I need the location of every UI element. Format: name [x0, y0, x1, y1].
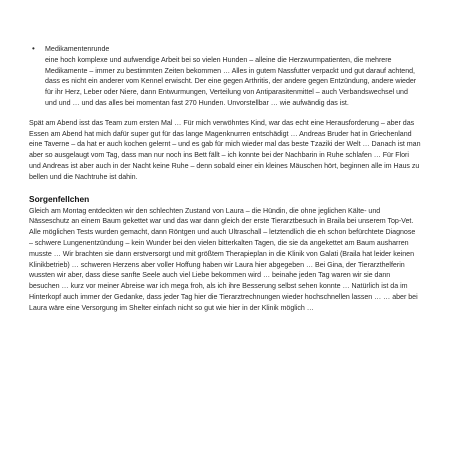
paragraph-evening: Spät am Abend isst das Team zum ersten Mal … Für mich verwöhntes Kind, war das echt eine Herausforderung – aber das Essen am Abend hat mich dafür super gut für das lange Magenknurren entschädigt … Andreas Bruder hat in Griechenland eine Taverne – da hat er auch kochen gelernt – und es gab für mich wieder mal das beste Tzaziki der Welt … Danach ist man aber so ausgelaugt vom Tag, dass man nur noch ins Bett fällt – ich konnte bei der Nachbarin in Ruhe schlafen … Für Flori und Andreas ist aber auch in der Nacht keine Ruhe – denn sobald einer ein kleines Mäuschen hört, beginnen alle im Haus zu bellen und die Nachtruhe ist dahin. — [29, 118, 421, 181]
document-page — [29, 44, 421, 314]
bullet-marker: • — [32, 44, 35, 53]
bullet-text: eine hoch komplexe und aufwendige Arbeit bei so vielen Hunden – alleine die Herzwurmpatienten, die mehrere Medikamente – immer zu bestimmten Zeiten bekommen … Alles in gutem Nassfutter verpackt und gut darauf achtend, dass es nicht ein anderer vom Kennel erwischt. Der eine gegen Arthritis, der andere gegen Entzündung, andere wieder für ihr Herz, Leber oder Niere, dann Entwurmungen, Verteilung von Antiparasitenmittel – auch Verbandswechsel und und und … und das alles bei momentan fast 270 Hunden. Unvorstellbar … wie aufwändig das ist. — [45, 55, 417, 107]
bullet-item-medikamentenrunde — [29, 44, 421, 109]
section-text: Gleich am Montag entdeckten wir den schlechten Zustand von Laura – die Hündin, die ohne jeglichen Kälte- und Nässeschutz an einem Baum gekettet war und das war dann gleich der erste Tierarztbesuch in Braila bei unserem Top-Vet. Alle möglichen Tests wurden gemacht, dann Röntgen und auch Ultraschall – letztendlich die eh schon befürchtete Diagnose – schwere Lungenentzündung – kein Wunder bei den vielen bitterkalten Tagen, die sie da angekettet am Baum ausharren musste … Wir brachten sie dann erstversorgt und mit größtem Therapieplan in die Klinik von Galati (Braila hat leider keinen Klinikbetrieb) … schweren Herzens aber voller Hoffung haben wir Laura hier abgegeben … Bei Gina, der Tierarzthelferin wussten wir aber, dass diese sanfte Seele auch viel Liebe bekommen wird … beinahe jeden Tag waren wir sie dann besuchen … kurz vor meiner Abreise war ich mega froh, als ich ihre Besserung selbst sehen konnte … Natürlich ist da im Hinterkopf auch immer der Gedanke, dass jeder Tag hier die Tierarztrechnungen wieder hochschnellen lassen … … aber bei Laura wäre eine Versorgung im Shelter einfach nicht so gut wie hier in der Klinik möglich … — [29, 206, 418, 312]
bullet-title: Medikamentenrunde — [45, 45, 110, 53]
section-heading: Sorgenfellchen — [29, 193, 90, 204]
section-sorgenfellchen — [29, 194, 421, 314]
